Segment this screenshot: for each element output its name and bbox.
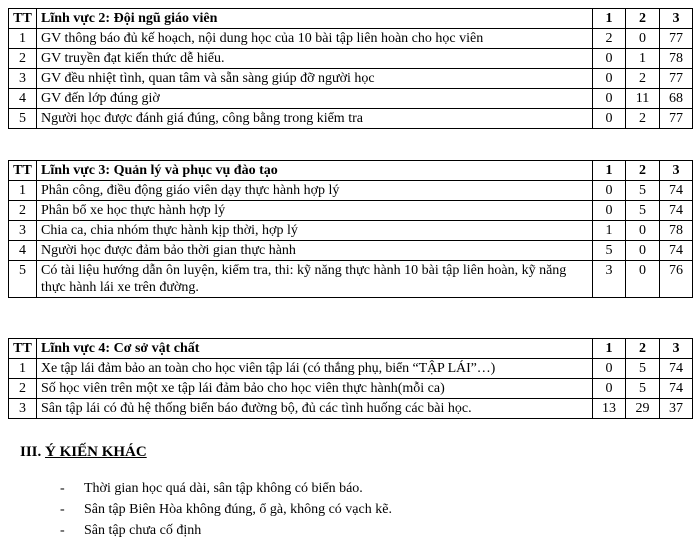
row-count-2: 5 <box>626 181 660 201</box>
row-count-1: 0 <box>593 379 626 399</box>
row-count-2: 0 <box>626 261 660 298</box>
row-count-3: 77 <box>660 29 693 49</box>
table-linh-vuc-3 <box>8 160 693 298</box>
row-count-1: 0 <box>593 109 626 129</box>
row-number: 2 <box>9 379 37 399</box>
table-title: Lĩnh vực 3: Quản lý và phục vụ đào tạo <box>37 161 593 181</box>
header-col-2: 2 <box>626 161 660 181</box>
row-count-2: 5 <box>626 359 660 379</box>
table-row <box>9 241 693 261</box>
header-tt: TT <box>9 339 37 359</box>
row-number: 3 <box>9 69 37 89</box>
row-count-3: 77 <box>660 109 693 129</box>
table-row <box>9 359 693 379</box>
row-count-2: 5 <box>626 201 660 221</box>
row-count-3: 37 <box>660 399 693 419</box>
section-number: III. <box>20 444 42 460</box>
row-question: Người học được đánh giá đúng, công bằng trong kiểm tra <box>37 109 593 129</box>
row-count-3: 74 <box>660 379 693 399</box>
row-count-1: 0 <box>593 201 626 221</box>
row-count-3: 77 <box>660 69 693 89</box>
row-count-3: 74 <box>660 181 693 201</box>
list-item <box>60 478 392 499</box>
row-count-2: 29 <box>626 399 660 419</box>
header-col-2: 2 <box>626 339 660 359</box>
row-count-3: 78 <box>660 49 693 69</box>
table-row <box>9 69 693 89</box>
row-count-3: 74 <box>660 241 693 261</box>
row-number: 3 <box>9 221 37 241</box>
row-count-1: 13 <box>593 399 626 419</box>
list-item-text: Sân tập chưa cố định <box>84 523 202 538</box>
header-col-3: 3 <box>660 339 693 359</box>
table-row <box>9 109 693 129</box>
header-col-3: 3 <box>660 9 693 29</box>
row-count-1: 1 <box>593 221 626 241</box>
header-col-2: 2 <box>626 9 660 29</box>
row-count-1: 0 <box>593 181 626 201</box>
header-col-3: 3 <box>660 161 693 181</box>
row-count-3: 76 <box>660 261 693 298</box>
row-question: GV thông báo đủ kế hoạch, nội dung học của 10 bài tập liên hoàn cho học viên <box>37 29 593 49</box>
row-number: 1 <box>9 181 37 201</box>
row-question: GV đều nhiệt tình, quan tâm và sẵn sàng giúp đỡ người học <box>37 69 593 89</box>
row-number: 5 <box>9 109 37 129</box>
row-count-2: 2 <box>626 69 660 89</box>
table-row <box>9 201 693 221</box>
row-count-1: 5 <box>593 241 626 261</box>
table-title: Lĩnh vực 4: Cơ sở vật chất <box>37 339 593 359</box>
row-question: Phân công, điều động giáo viên dạy thực hành hợp lý <box>37 181 593 201</box>
section-title: Ý KIẾN KHÁC <box>45 444 147 460</box>
header-col-1: 1 <box>593 9 626 29</box>
row-question: GV truyền đạt kiến thức dễ hiểu. <box>37 49 593 69</box>
row-number: 2 <box>9 201 37 221</box>
list-dash: - <box>60 481 65 496</box>
row-question: Sân tập lái có đủ hệ thống biển báo đường bộ, đủ các tình huống các bài học. <box>37 399 593 419</box>
header-tt: TT <box>9 9 37 29</box>
table-row <box>9 181 693 201</box>
table-header-row <box>9 161 693 181</box>
header-col-1: 1 <box>593 339 626 359</box>
table-linh-vuc-2 <box>8 8 693 129</box>
table-title: Lĩnh vực 2: Đội ngũ giáo viên <box>37 9 593 29</box>
row-count-3: 74 <box>660 359 693 379</box>
row-count-2: 11 <box>626 89 660 109</box>
row-count-2: 0 <box>626 221 660 241</box>
table-row <box>9 89 693 109</box>
row-number: 1 <box>9 359 37 379</box>
table-row <box>9 261 693 298</box>
row-number: 4 <box>9 89 37 109</box>
row-number: 3 <box>9 399 37 419</box>
row-question: Xe tập lái đảm bảo an toàn cho học viên tập lái (có thắng phụ, biển “TẬP LÁI”…) <box>37 359 593 379</box>
row-question: Phân bổ xe học thực hành hợp lý <box>37 201 593 221</box>
row-number: 4 <box>9 241 37 261</box>
row-question: Chia ca, chia nhóm thực hành kịp thời, hợp lý <box>37 221 593 241</box>
list-item-text: Thời gian học quá dài, sân tập không có biển báo. <box>84 481 363 496</box>
row-question: Số học viên trên một xe tập lái đảm bảo cho học viên thực hành(mỗi ca) <box>37 379 593 399</box>
row-count-3: 74 <box>660 201 693 221</box>
row-question: Có tài liệu hướng dẫn ôn luyện, kiểm tra, thi: kỹ năng thực hành 10 bài tập liên hoàn, kỹ năng thực hành lái xe trên đường. <box>37 261 593 298</box>
row-count-2: 2 <box>626 109 660 129</box>
table-row <box>9 399 693 419</box>
row-count-3: 68 <box>660 89 693 109</box>
table-row <box>9 221 693 241</box>
table-row <box>9 379 693 399</box>
row-count-1: 2 <box>593 29 626 49</box>
row-number: 2 <box>9 49 37 69</box>
row-count-1: 0 <box>593 69 626 89</box>
row-number: 1 <box>9 29 37 49</box>
list-item <box>60 499 392 520</box>
row-count-2: 0 <box>626 29 660 49</box>
row-question: Người học được đảm bảo thời gian thực hành <box>37 241 593 261</box>
row-count-1: 3 <box>593 261 626 298</box>
row-question: GV đến lớp đúng giờ <box>37 89 593 109</box>
section-heading <box>20 444 147 461</box>
table-row <box>9 29 693 49</box>
list-dash: - <box>60 502 65 517</box>
row-count-2: 1 <box>626 49 660 69</box>
row-count-1: 0 <box>593 359 626 379</box>
row-count-3: 78 <box>660 221 693 241</box>
table-linh-vuc-4 <box>8 338 693 419</box>
list-item-text: Sân tập Biên Hòa không đúng, ổ gà, không có vạch kẽ. <box>84 502 392 517</box>
row-number: 5 <box>9 261 37 298</box>
row-count-2: 0 <box>626 241 660 261</box>
table-row <box>9 49 693 69</box>
list-dash: - <box>60 523 65 538</box>
row-count-1: 0 <box>593 49 626 69</box>
row-count-2: 5 <box>626 379 660 399</box>
header-tt: TT <box>9 161 37 181</box>
table-header-row <box>9 339 693 359</box>
comment-list <box>60 478 392 541</box>
row-count-1: 0 <box>593 89 626 109</box>
list-item <box>60 520 392 541</box>
header-col-1: 1 <box>593 161 626 181</box>
table-header-row <box>9 9 693 29</box>
